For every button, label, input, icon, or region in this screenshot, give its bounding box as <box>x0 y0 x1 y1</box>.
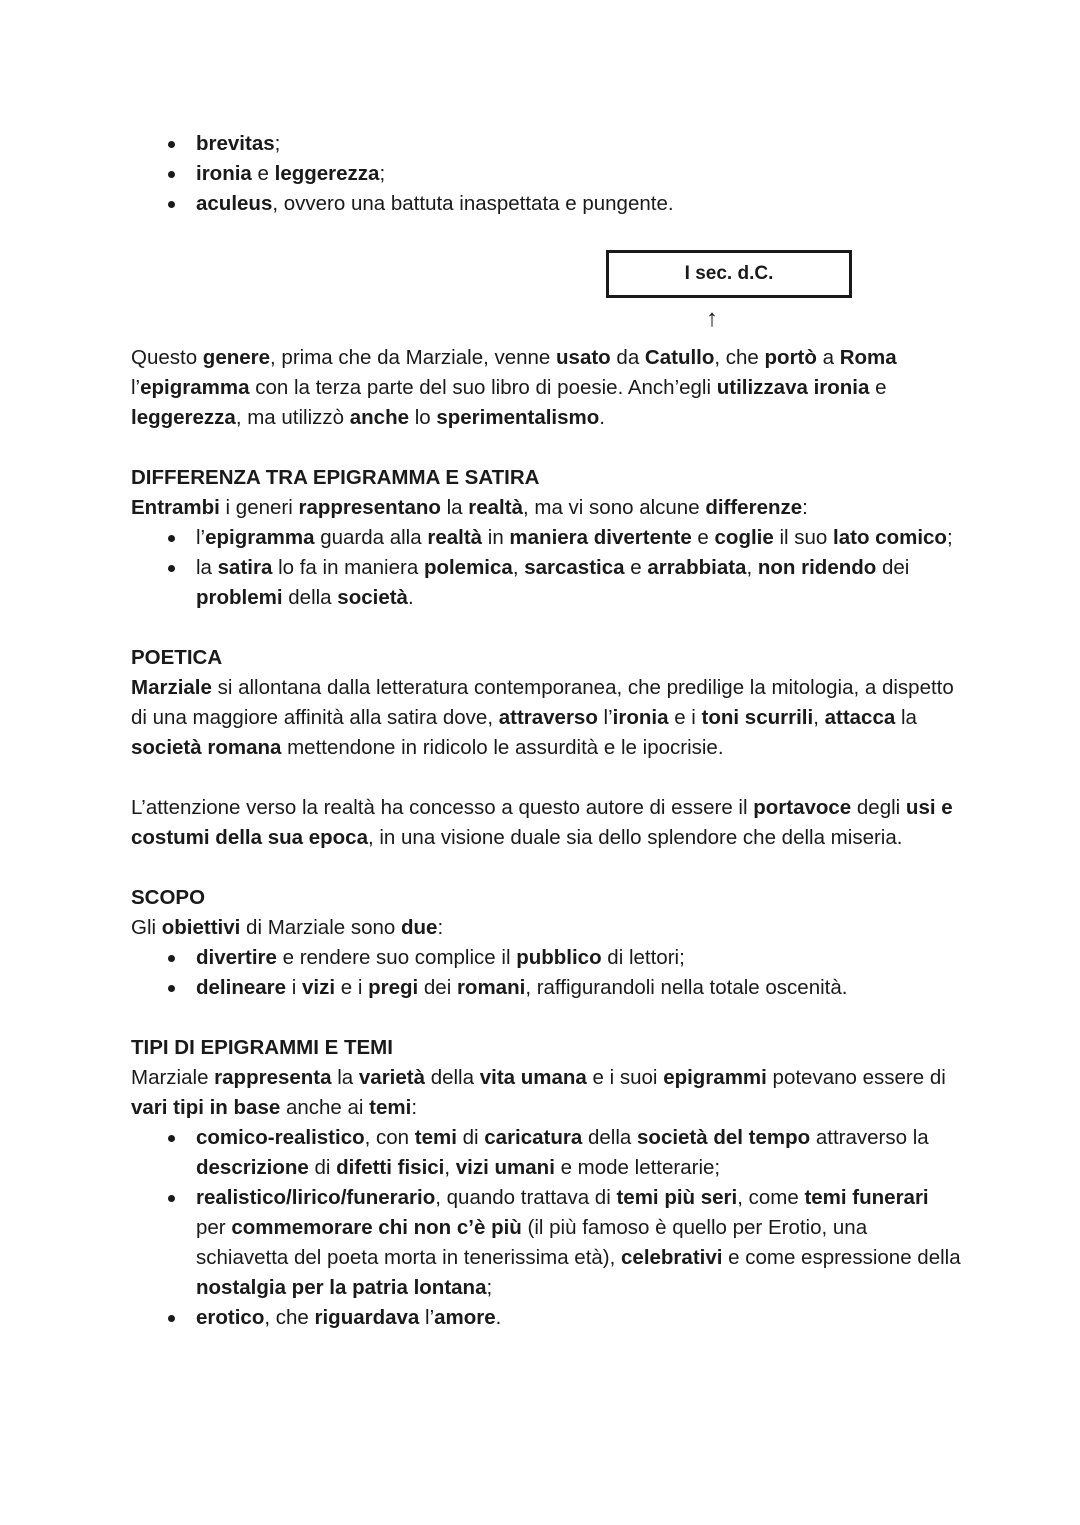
list-item: erotico, che riguardava l’amore. <box>131 1303 961 1333</box>
tipi-list <box>131 1123 961 1333</box>
list-item: delineare i vizi e i pregi dei romani, raffigurandoli nella totale oscenità. <box>131 973 961 1003</box>
differenza-list <box>131 523 961 613</box>
catullo-paragraph: Questo genere, prima che da Marziale, venne usato da Catullo, che portò a Roma l’epigramma con la terza parte del suo libro di poesie. Anch’egli utilizzava ironia e leggerezza, ma utilizzò anche lo sperimentalismo. <box>131 346 897 429</box>
paragraph: Gli obiettivi di Marziale sono due: <box>131 916 444 939</box>
date-box: I sec. d.C. <box>606 250 852 298</box>
section-heading: POETICA <box>131 646 223 669</box>
section-heading: TIPI DI EPIGRAMMI E TEMI <box>131 1036 393 1059</box>
document-page <box>131 129 961 1333</box>
list-item: brevitas; <box>131 129 961 159</box>
list-item: comico-realistico, con temi di caricatura della società del tempo attraverso la descrizione di difetti fisici, vizi umani e mode letterarie; <box>131 1123 961 1183</box>
section-heading: SCOPO <box>131 886 206 909</box>
list-item: realistico/lirico/funerario, quando trattava di temi più seri, come temi funerari per commemorare chi non c’è più (il più famoso è quello per Erotio, una schiavetta del poeta morta in tenerissima età), celebrativi e come espressione della nostalgia per la patria lontana; <box>131 1183 961 1303</box>
paragraph: Marziale rappresenta la varietà della vita umana e i suoi epigrammi potevano essere di vari tipi in base anche ai temi: <box>131 1066 946 1119</box>
paragraph: Marziale si allontana dalla letteratura contemporanea, che predilige la mitologia, a dispetto di una maggiore affinità alla satira dove, attraverso l’ironia e i toni scurrili, attacca la società romana mettendone in ridicolo le assurdità e le ipocrisie. <box>131 676 954 759</box>
arrow-up-icon: ↑ <box>706 305 718 332</box>
list-item: l’epigramma guarda alla realtà in maniera divertente e coglie il suo lato comico; <box>131 523 961 553</box>
list-item: la satira lo fa in maniera polemica, sarcastica e arrabbiata, non ridendo dei problemi della società. <box>131 553 961 613</box>
paragraph: Entrambi i generi rappresentano la realtà, ma vi sono alcune differenze: <box>131 496 808 519</box>
list-item: ironia e leggerezza; <box>131 159 961 189</box>
section-heading: DIFFERENZA TRA EPIGRAMMA E SATIRA <box>131 466 540 489</box>
paragraph: L’attenzione verso la realtà ha concesso a questo autore di essere il portavoce degli usi e costumi della sua epoca, in una visione duale sia dello splendore che della miseria. <box>131 796 953 849</box>
list-item: aculeus, ovvero una battuta inaspettata e pungente. <box>131 189 961 219</box>
list-item: divertire e rendere suo complice il pubblico di lettori; <box>131 943 961 973</box>
intro-list <box>131 129 961 219</box>
scopo-list <box>131 943 961 1003</box>
timeline-marker <box>131 219 961 343</box>
